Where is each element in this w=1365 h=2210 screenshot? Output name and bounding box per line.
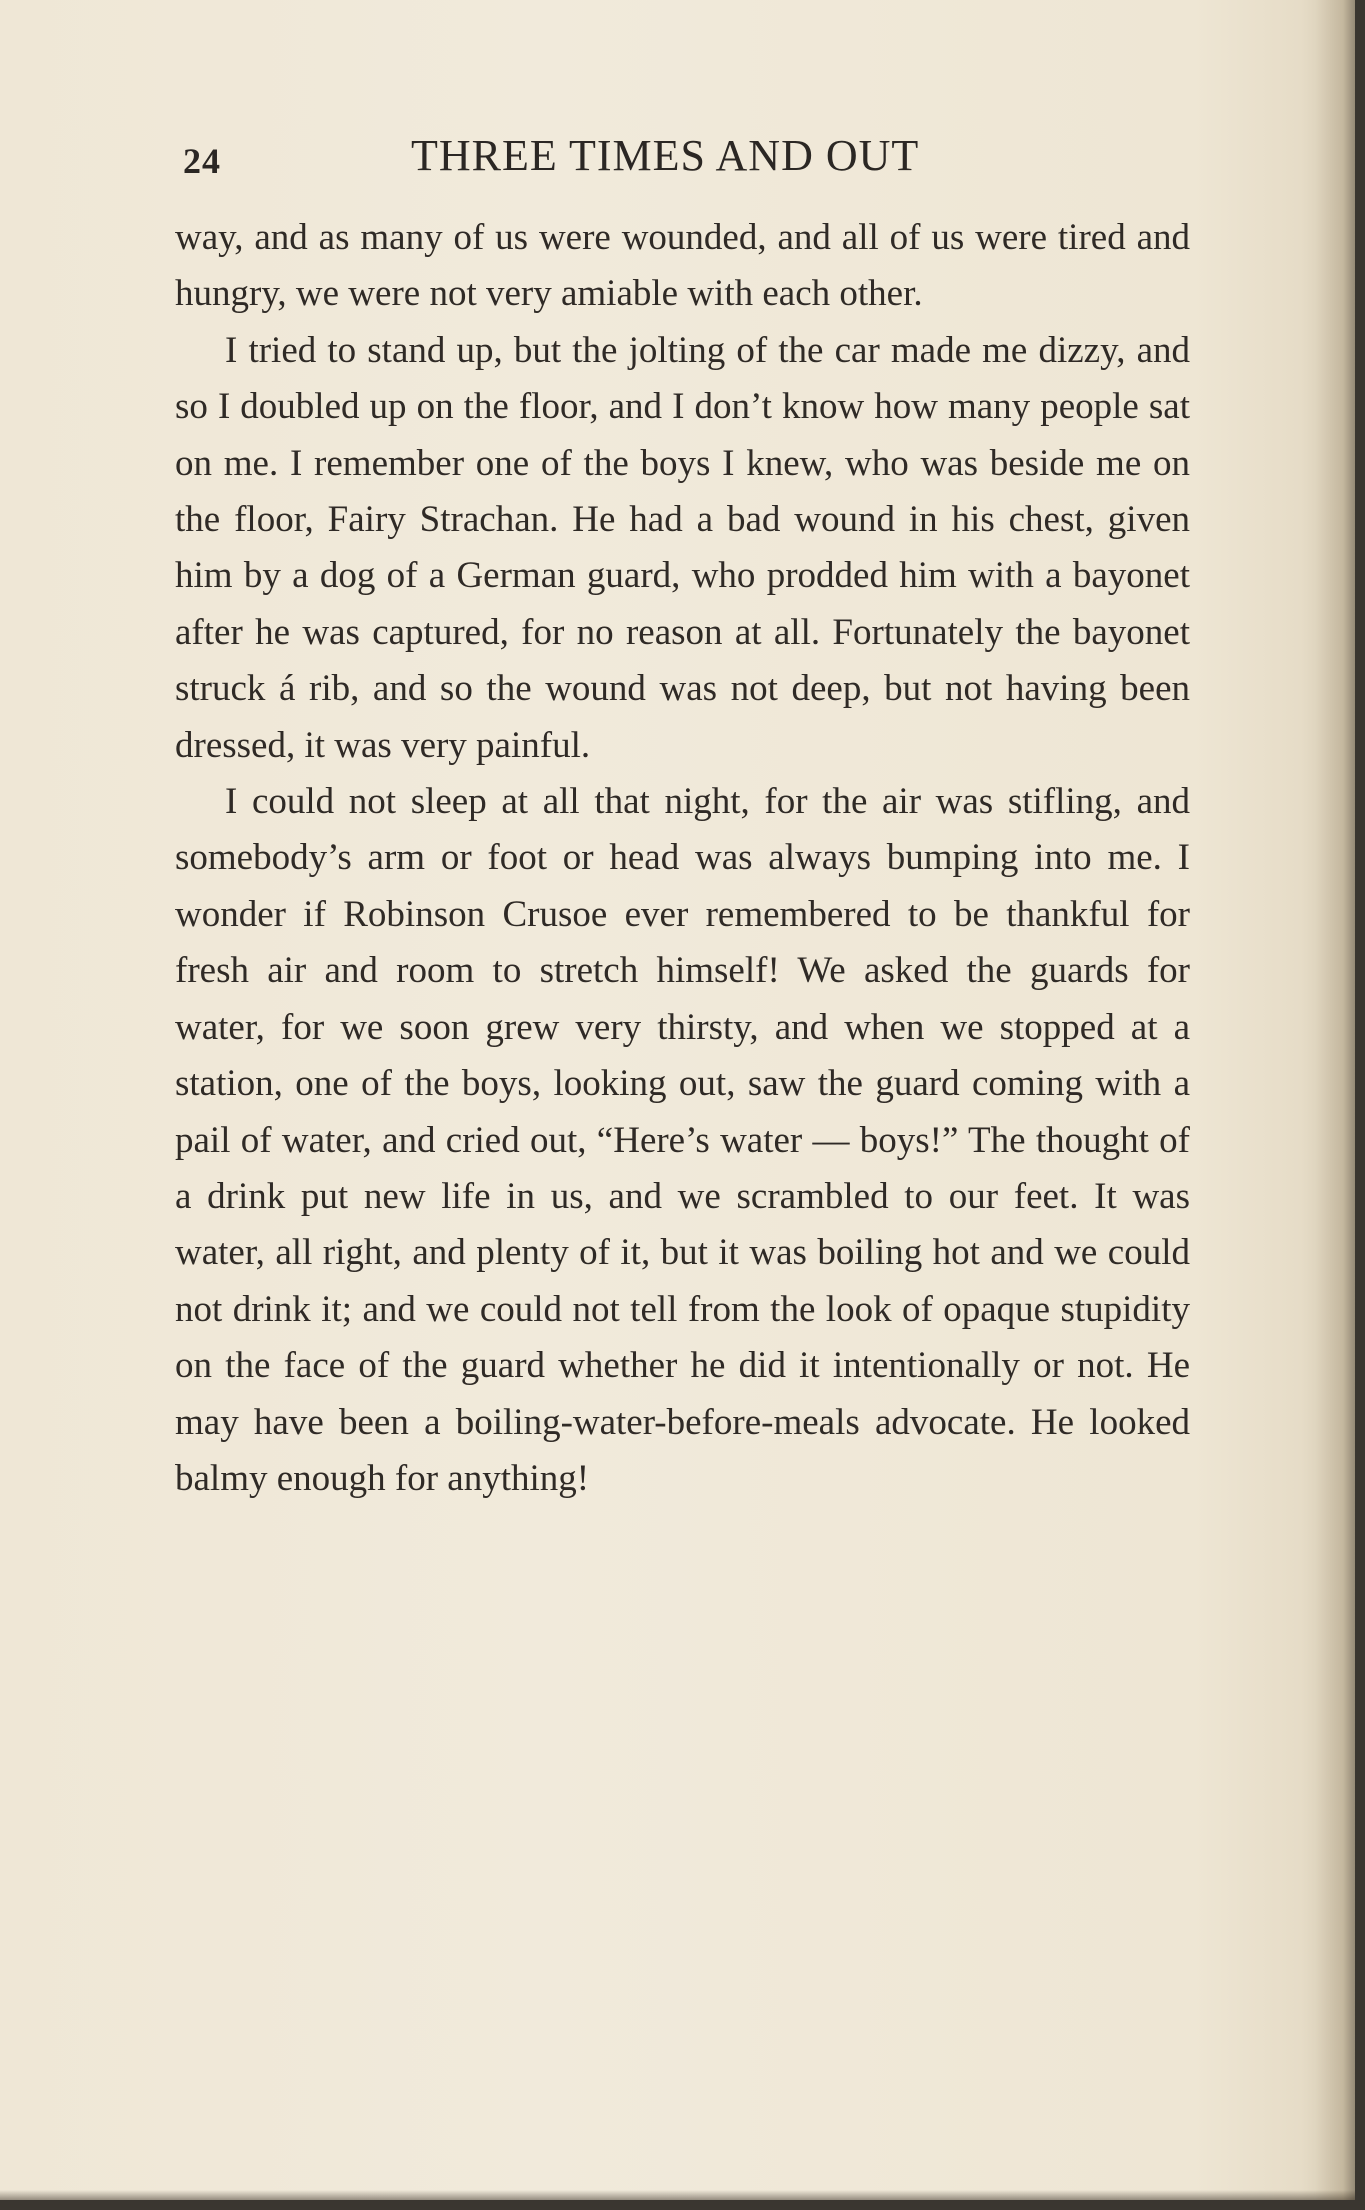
page-bottom-shadow bbox=[0, 2190, 1355, 2200]
body-text bbox=[175, 210, 1190, 1507]
paragraph-3: I could not sleep at all that night, for the air was stifling, and somebody’s arm or foot or head was always bumping into me. I wonder if Robinson Crusoe ever remembered to be thankful for fresh air and room to stretch himself! We asked the guards for water, for we soon grew very thirsty, and when we stopped at a station, one of the boys, looking out, saw the guard coming with a pail of water, and cried out, “Here’s water — boys!” The thought of a drink put new life in us, and we scrambled to our feet. It was water, all right, and plenty of it, but it was boiling hot and we could not drink it; and we could not tell from the look of opaque stupidity on the face of the guard whether he did it intentionally or not. He may have been a boiling-water-before-meals advocate. He looked balmy enough for anything! bbox=[175, 781, 1190, 1499]
page-number: 24 bbox=[183, 141, 221, 181]
paragraph-2: I tried to stand up, but the jolting of the car made me dizzy, and so I doubled up on the floor, and I don’t know how many people sat on me. I remember one of the boys I knew, who was beside me on the floor, Fairy Strachan. He had a bad wound in his chest, given him by a dog of a German guard, who prodded him with a bayonet after he was captured, for no reason at all. Fortunately the bayonet struck á rib, and so the wound was not deep, but not having been dressed, it was very painful. bbox=[175, 329, 1190, 766]
paragraph-1: way, and as many of us were wounded, and all of us were tired and hungry, we were not very amiable with each other. bbox=[175, 217, 1190, 315]
page-header bbox=[183, 130, 1193, 190]
running-title: THREE TIMES AND OUT bbox=[411, 131, 920, 180]
